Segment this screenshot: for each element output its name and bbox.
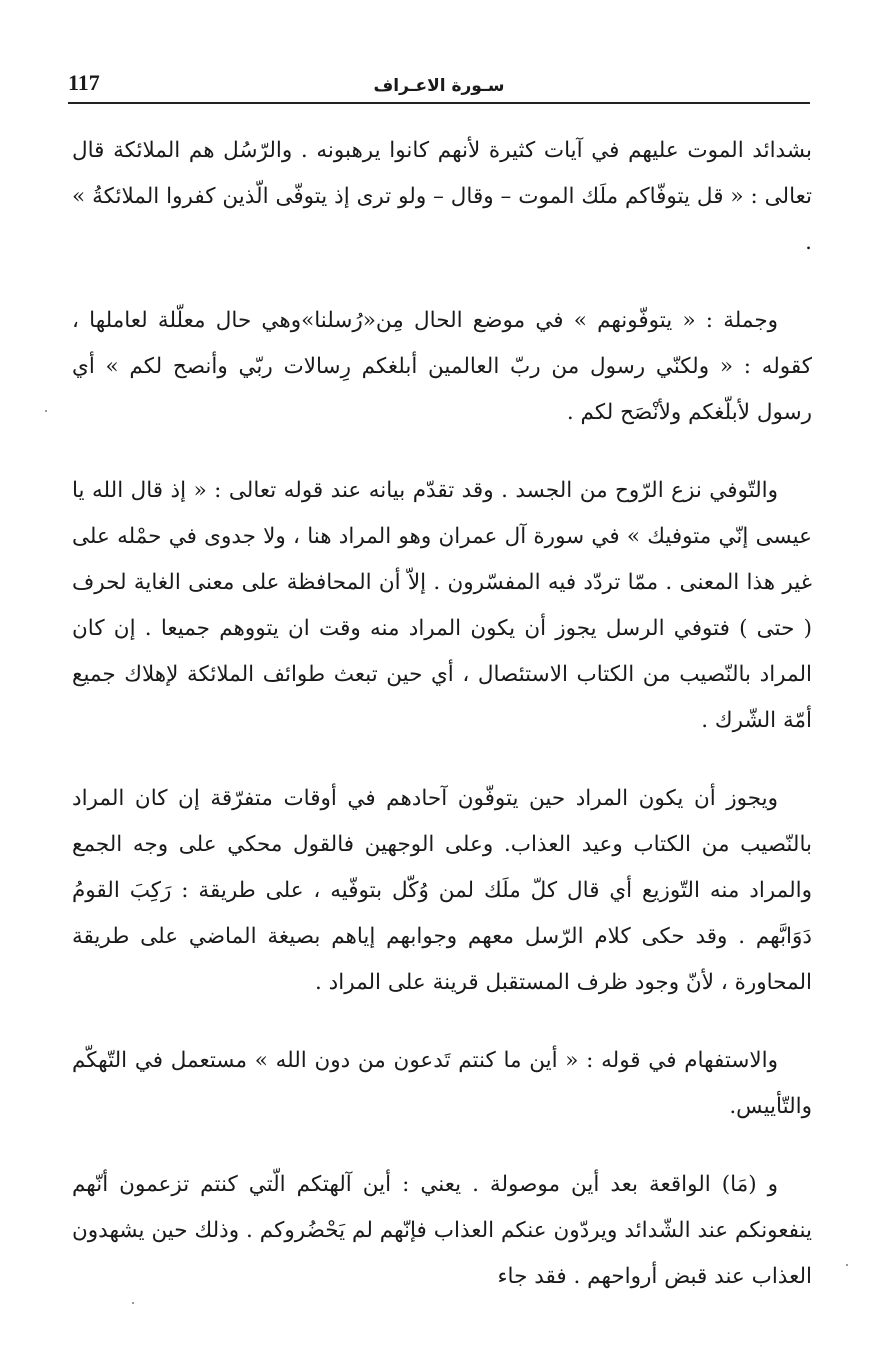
paragraph-4: ويجوز أن يكون المراد حين يتوفّون آحادهم في أوقات متفرّقة إن كان المراد بالنّصيب من الكتاب وعيد العذاب. وعلى الوجهين فالقول محكي على وجه الجمع والمراد منه التّوزيع أي قال كلّ ملَك لمن وُكّل بتوفّيه ، على طريقة : رَكِبَ القومُ دَوَابَّهم . وقد حكى كلام الرّسل معهم وجوابهم إياهم بصيغة الماضي على طريقة المحاورة ، لأنّ وجود ظرف المستقبل قرينة على المراد .	[72, 786, 812, 995]
running-title: سـورة الاعـراف	[373, 76, 505, 96]
paragraph-1: بشدائد الموت عليهم في آيات كثيرة لأنهم كانوا يرهبونه . والرّسُل هم الملائكة قال تعالى : « قل يتوفّاكم ملَك الموت – وقال – ولو ترى إذ يتوفّى الّذين كفروا الملائكةُ » .	[72, 138, 812, 255]
page-number: 117	[68, 70, 100, 95]
header-rule	[68, 102, 810, 104]
scan-speck	[132, 1302, 134, 1304]
paragraph-5: والاستفهام في قوله : « أين ما كنتم تَدعون من دون الله » مستعمل في التّهكّم والتّأييس.	[72, 1048, 812, 1119]
scan-speck	[45, 410, 47, 412]
paragraph-6: و (مَا) الواقعة بعد أين موصولة . يعني : أين آلهتكم الّتي كنتم تزعمون أنّهم ينفعونكم عند الشّدائد ويردّون عنكم العذاب فإنّهم لم يَحْضُروكم . وذلك حين يشهدون العذاب عند قبض أرواحهم . فقد جاء	[72, 1172, 812, 1289]
page-header	[68, 66, 810, 102]
paragraph-2: وجملة : « يتوفّونهم » في موضع الحال مِن«رُسلنا»وهي حال معلّلة لعاملها ، كقوله : « ولكنّي رسول من ربّ العالمين أبلغكم رِسالات ربّي وأنصح لكم » أي رسول لأبلّغكم ولأنْصَح لكم .	[72, 308, 812, 425]
scan-speck	[846, 1264, 848, 1266]
body-text	[72, 128, 812, 1300]
paragraph-3: والتّوفي نزع الرّوح من الجسد . وقد تقدّم بيانه عند قوله تعالى : « إذ قال الله يا عيسى إنّي متوفيك » في سورة آل عمران وهو المراد هنا ، ولا جدوى في حمْله على غير هذا المعنى . ممّا تردّد فيه المفسّرون . إلاّ أن المحافظة على معنى الغاية لحرف ( حتى ) فتوفي الرسل يجوز أن يكون المراد منه وقت ان يتووهم جميعا . إن كان المراد بالنّصيب من الكتاب الاستئصال ، أي حين تبعث طوائف الملائكة لإهلاك جميع أمّة الشّرك .	[72, 478, 812, 733]
